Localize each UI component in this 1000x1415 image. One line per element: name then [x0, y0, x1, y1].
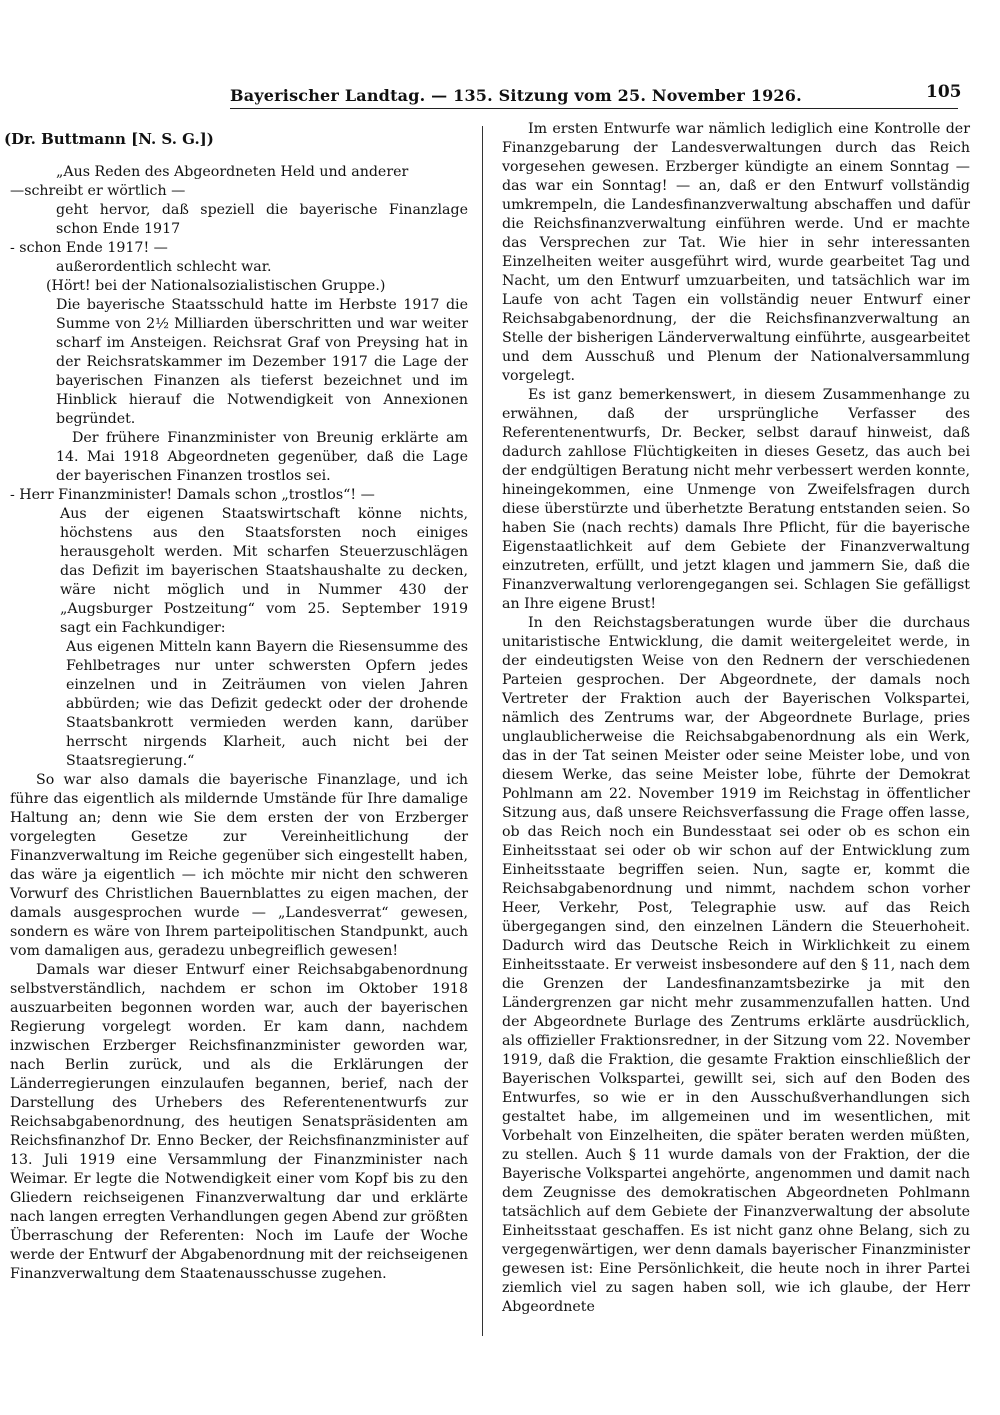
page-number: 105 [926, 82, 962, 102]
paragraph: In den Reichstagsberatungen wurde über die durchaus unitaristische Entwicklung, die damit weitergeleitet werde, in der eindeutigsten Weise von den Rednern der verschiedenen Parteien gesprochen. Der Abgeordnete, der damals noch Vertreter der Fraktion auch der Bayerischen Volkspartei, nämlich des Zentrums war, der Abgeordnete Burlage, pries unglaublicherweise die Reichsabgabenordnung als ein Werk, das in der Tat seinen Meister oder seine Meister lobe, und von diesem Werke, das seine Meister lobe, führte der Demokrat Pohlmann am 22. November 1919 im Reichstag in öffentlicher Sitzung aus, daß unsere Reichsverfassung die Frage offen lasse, ob das Reich noch ein Bundesstaat sei oder ob es schon ein Einheitsstaat sei oder ob wir schon auf der Entwicklung zum Einheitsstaate begriffen seien. Nun, sagte er, kommt die Reichsabgabenordnung und nimmt, nachdem schon vorher Heer, Verkehr, Post, Telegraphie usw. auf das Reich übergegangen sind, den einzelnen Ländern die Steuerhoheit. Dadurch wird das Deutsche Reich in Wirklichkeit zu einem Einheitsstaate. Er verweist insbesondere auf den § 11, nach dem die Grenzen der Landesfinanzamtsbezirke ja mit den Ländergrenzen gar nicht mehr zusammenzufallen hatten. Und der Abgeordnete Burlage des Zentrums erklärte ausdrücklich, als offizieller Fraktionsredner, in der Sitzung vom 22. November 1919, daß die Fraktion, die gesamte Fraktion einschließlich der Bayerischen Volkspartei, gewillt sei, sich auf den Boden des Entwurfes, so wie er in den Ausschußverhandlungen sich gestaltet habe, im allgemeinen und im wesentlichen, mit Vorbehalt von Einzelheiten, die später beraten werden müßten, zu stellen. Auch § 11 wurde damals von der Fraktion, der die Bayerische Volkspartei angehörte, angenommen und damit nach dem Zeugnisse des demokratischen Abgeordneten Pohlmann tatsächlich auf dem Gebiete der Finanzverwaltung der absolute Einheitsstaat geschaffen. Es ist nicht ganz ohne Belang, sich zu vergegenwärtigen, wer denn damals bayerischer Finanzminister gewesen ist: Eine Persönlichkeit, die heute noch in ihrer Partei ziemlich viel zu sagen haben soll, wie ich glaube, der Herr Abgeordnete [502, 615, 970, 1315]
left-column [4, 120, 468, 1284]
header-rule [230, 108, 958, 109]
paragraph: Im ersten Entwurfe war nämlich lediglich eine Kontrolle der Finanzgebarung der Landesverwaltungen durch das Reich vorgesehen gewesen. Erzberger kündigte an einem Sonntag — das war ein Sonntag! — an, daß er den Entwurf vollständig umkrempeln, die Landesfinanzverwaltung abschaffen und dafür die Reichsfinanzverwaltung einführen werde. Und er machte das Versprechen zur Tat. Wie hier in sehr interessanten Einzelheiten weiter ausgeführt wird, wurde gearbeitet Tag und Nacht, um den Entwurf umzuarbeiten, und tatsächlich war im Laufe von acht Tagen ein vollständig neuer Entwurf einer Reichsabgabenordnung, der die Reichsfinanzverwaltung an Stelle der bisherigen Länderverwaltung einführte, ausgearbeitet und dem Ausschuß und Plenum der Nationalversammlung vorgelegt. [502, 121, 970, 384]
speaker-label: (Dr. Buttmann [N. S. G.]) [4, 130, 214, 148]
paragraph: Damals war dieser Entwurf einer Reichsabgabenordnung selbstverständlich, nachdem er schon im Oktober 1918 auszuarbeiten begonnen worden war, auch der bayerischen Regierung vorgelegt worden. Er kam dann, nachdem inzwischen Erzberger Reichsfinanzminister geworden war, nach Berlin zurück, und als die Erklärungen der Länderregierungen einzulaufen begannen, berief, nach der Darstellung des Urhebers des Referentenentwurfs zur Reichsabgabenordnung, des heutigen Senatspräsidenten am Reichsfinanzhof Dr. Enno Becker, der Reichsfinanzminister auf 13. Juli 1919 eine Versammlung der Finanzminister nach Weimar. Er legte die Notwendigkeit einer vom Kopf bis zu den Gliedern reichseigenen Finanzverwaltung dar und erklärte nach langen erregten Verhandlungen gegen Abend zur größten Überraschung der Referenten: Noch im Laufe der Woche werde der Entwurf der Abgabenordnung mit der reichseigenen Finanzverwaltung dem Staatenausschusse zugehen. [10, 962, 468, 1282]
paragraph: —schreibt er wörtlich — [10, 183, 186, 199]
paragraph: geht hervor, daß speziell die bayerische Finanzlage schon Ende 1917 [56, 202, 468, 237]
paragraph: außerordentlich schlecht war. [56, 259, 272, 275]
page-header [0, 82, 1000, 112]
paragraph: „Aus Reden des Abgeordneten Held und anderer [56, 164, 409, 180]
paragraph: Aus eigenen Mitteln kann Bayern die Riesensumme des Fehlbetrages nur unter schwersten Opfern jedes einzelnen und in Zeiträumen von vielen Jahren abbürden; wie das Defizit gedeckt oder der drohende Staatsbankrott vermieden werden kann, darüber herrscht nirgends Klarheit, auch nicht bei der Staatsregierung.“ [66, 639, 468, 769]
paragraph: Aus der eigenen Staatswirtschaft könne nichts, höchstens aus den Staatsforsten noch einiges herausgeholt werden. Mit scharfen Steuerzuschlägen das Defizit im bayerischen Staatshaushalte zu decken, wäre nicht möglich und in Nummer 430 der „Augsburger Postzeitung“ vom 25. September 1919 sagt ein Fachkundiger: [60, 506, 468, 636]
interjection: (Hört! bei der Nationalsozialistischen Gruppe.) [46, 278, 386, 294]
paragraph: Der frühere Finanzminister von Breunig erklärte am 14. Mai 1918 Abgeordneten gegenüber, daß die Lage der bayerischen Finanzen trostlos sei. [56, 430, 468, 484]
paragraph: So war also damals die bayerische Finanzlage, und ich führe das eigentlich als mildernde Umstände für Ihre damalige Haltung an; denn wie Sie dem ersten der von Erzberger vorgelegten Gesetze zur Vereinheitlichung der Finanzverwaltung im Reiche gegenüber sich eingestellt haben, das wäre ja eigentlich — ich möchte mir nicht den schweren Vorwurf des Christlichen Bauernblattes zu eigen machen, der damals ausgesprochen wurde — „Landesverrat“ gewesen, sondern es wäre von Ihrem parteipolitischen Standpunkt, auch vom damaligen aus, geradezu unbegreiflich gewesen! [10, 772, 468, 959]
paragraph: Es ist ganz bemerkenswert, in diesem Zusammenhange zu erwähnen, daß der ursprüngliche Verfasser des Referentenentwurfs, Dr. Becker, selbst darauf hinweist, daß dadurch zahllose Flüchtigkeiten in dieses Gesetz, das auch bei der endgültigen Beratung nicht mehr verbessert werden konnte, hineingekommen, eine Unmenge von Zweifelsfragen durch diese überstürzte und überhetzte Beratung entstanden seien. So haben Sie (nach rechts) damals Ihre Pflicht, für die bayerische Eigenstaatlichkeit auf dem Gebiete der Finanzverwaltung einzutreten, erfüllt, und jetzt klagen und jammern Sie, daß die Finanzverwaltung verlorengegangen sei. Schlagen Sie gefälligst an Ihre eigene Brust! [502, 387, 970, 612]
paragraph: - Herr Finanzminister! Damals schon „trostlos“! — [10, 487, 375, 503]
paragraph: - schon Ende 1917! — [10, 240, 168, 256]
right-column [502, 120, 970, 1317]
column-divider [482, 126, 483, 1336]
paragraph: Die bayerische Staatsschuld hatte im Herbste 1917 die Summe von 2½ Milliarden überschritten und war weiter scharf im Ansteigen. Reichsrat Graf von Preysing hat in der Reichsratskammer im Dezember 1917 die Lage der bayerischen Finanzen als tieferst bezeichnet und im Hinblick hierauf die Notwendigkeit von Annexionen begründet. [56, 297, 468, 427]
running-head: Bayerischer Landtag. — 135. Sitzung vom 25. November 1926. [230, 86, 802, 105]
